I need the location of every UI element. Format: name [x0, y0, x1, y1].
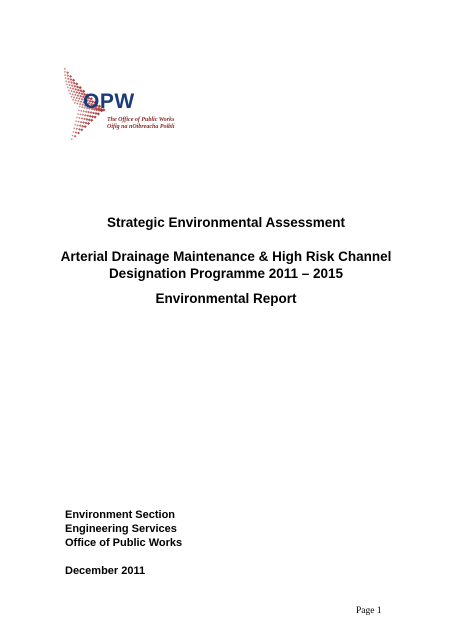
subtitle-line-2: Designation Programme 2011 – 2015 — [108, 266, 344, 281]
logo-mark-tile — [79, 113, 81, 115]
logo-mark-tile — [75, 131, 78, 134]
logo-mark-tile — [71, 84, 74, 87]
logo-mark-tile — [79, 124, 82, 127]
logo-mark-tile — [75, 120, 77, 122]
logo-mark-tile — [71, 138, 73, 140]
opw-logo-text — [83, 90, 175, 131]
logo-mark-tile — [70, 81, 73, 84]
logo-mark-tile — [75, 91, 78, 94]
logo-mark-tile — [77, 113, 79, 115]
logo-tagline-irish: Oifig na nOibreacha Poiblí — [107, 124, 175, 130]
logo-mark-tile — [76, 86, 79, 89]
logo-mark-tile — [64, 71, 66, 73]
logo-mark-tile — [76, 116, 78, 118]
logo-mark-tile — [78, 117, 80, 119]
author-block — [65, 508, 182, 578]
logo-mark-tile — [64, 77, 66, 79]
logo-mark-tile — [74, 124, 76, 126]
logo-mark-tile — [76, 128, 78, 130]
logo-mark-tile — [71, 134, 73, 136]
document-subtitle — [0, 248, 452, 282]
author-office: Office of Public Works — [65, 537, 183, 549]
title-line: Strategic Environmental Assessment — [106, 215, 346, 230]
logo-mark-tile — [78, 92, 81, 95]
logo-mark-tile — [68, 81, 71, 84]
logo-mark-tile — [72, 131, 74, 133]
logo-mark-tile — [76, 124, 78, 126]
logo-mark-tile — [78, 109, 80, 111]
logo-mark-tile — [66, 71, 69, 74]
logo-mark-tile — [78, 128, 81, 131]
author-section: Environment Section — [65, 509, 176, 521]
report-type-line: Environmental Report — [155, 291, 297, 306]
logo-mark-tile — [79, 95, 82, 98]
subtitle-line-1: Arterial Drainage Maintenance & High Risk Channel — [60, 249, 392, 264]
logo-mark-tile — [76, 102, 78, 104]
logo-mark-tile — [71, 93, 73, 95]
logo-mark-tile — [68, 84, 70, 86]
page-number: Page 1 — [356, 606, 382, 616]
logo-mark-tile — [70, 96, 72, 98]
logo-mark-tile — [76, 97, 79, 100]
logo-mark-tile — [66, 74, 69, 77]
logo-mark-tile — [72, 87, 75, 90]
logo-mark-tile — [67, 86, 69, 88]
logo-mark-tile — [73, 91, 76, 94]
logo-mark-tile — [73, 96, 75, 98]
logo-mark-tile — [69, 78, 72, 81]
report-type — [0, 290, 452, 307]
logo-mark-tile — [73, 85, 76, 88]
logo-mark-tile — [77, 100, 79, 102]
logo-mark-tile — [77, 89, 80, 92]
logo-mark-tile — [79, 106, 81, 108]
logo-mark-tile — [74, 88, 77, 91]
logo-tagline-english: The Office of Public Works — [107, 117, 175, 123]
logo-mark-tile — [70, 90, 72, 92]
document-date: December 2011 — [65, 565, 146, 577]
logo-mark-tile — [74, 94, 77, 97]
logo-mark-tile — [77, 94, 80, 97]
document-title — [0, 214, 452, 231]
logo-mark-tile — [80, 100, 83, 103]
logo-mark-tile — [74, 102, 76, 104]
author-department: Engineering Services — [65, 523, 177, 535]
logo-mark-tile — [77, 132, 80, 135]
logo-mark-tile — [64, 74, 66, 76]
logo-mark-tile — [67, 78, 70, 81]
logo-mark-tile — [78, 97, 81, 100]
logo-mark-tile — [73, 127, 75, 129]
logo-mark-tile — [72, 99, 74, 101]
logo-mark-tile — [66, 83, 68, 85]
logo-mark-tile — [79, 103, 81, 105]
logo-mark-tile — [75, 82, 78, 85]
logo-mark-tile — [73, 82, 76, 85]
logo-mark-tile — [69, 75, 72, 78]
logo-mark-tile — [69, 87, 71, 89]
logo-mark-tile — [64, 68, 66, 70]
logo-mark-tile — [72, 79, 75, 82]
logo-brand: OPW — [83, 90, 135, 113]
logo-mark-tile — [80, 121, 83, 124]
logo-mark-tile — [68, 89, 70, 91]
logo-mark-tile — [74, 135, 77, 138]
logo-mark-tile — [79, 86, 82, 89]
logo-mark-tile — [77, 120, 79, 122]
logo-mark-tile — [69, 92, 71, 94]
logo-mark-tile — [74, 99, 76, 101]
logo-mark-tile — [65, 80, 67, 82]
